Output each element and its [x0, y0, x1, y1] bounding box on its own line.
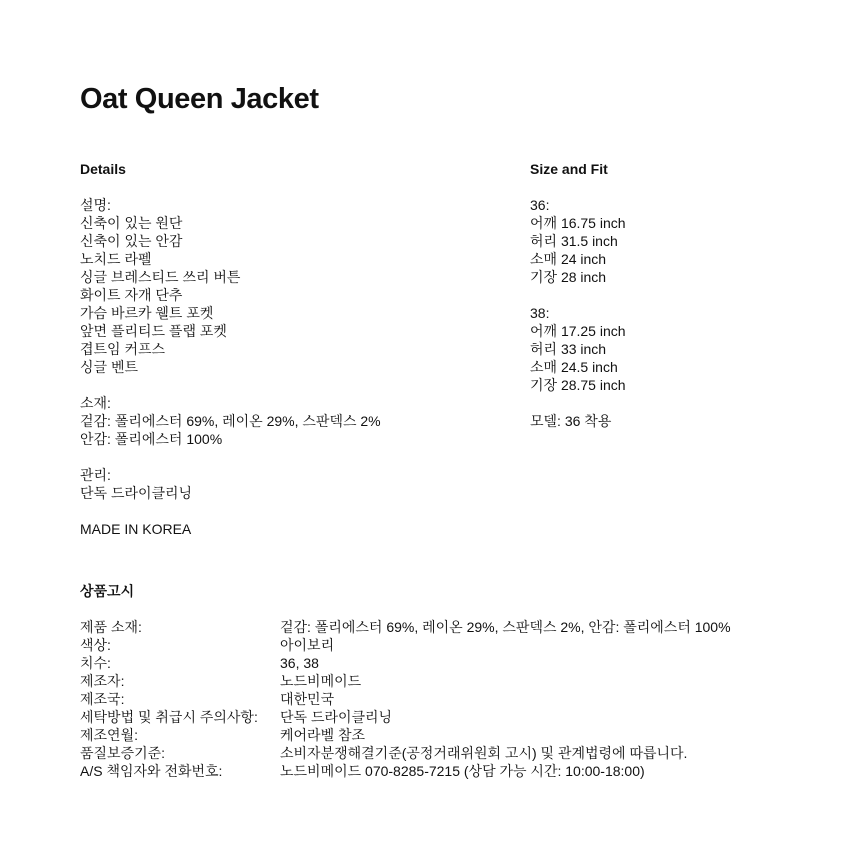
size-measurement: 어깨 16.75 inch	[530, 215, 626, 231]
notice-label: 제품 소재:	[80, 619, 142, 635]
spacer	[80, 448, 520, 466]
description-item: 노치드 라펠	[80, 251, 152, 267]
size-measurement: 소매 24.5 inch	[530, 359, 618, 375]
notice-value: 케어라벨 참조	[280, 727, 366, 743]
product-page	[80, 0, 800, 860]
notice-row-material	[80, 618, 800, 636]
material-item: 안감: 폴리에스터 100%	[80, 431, 223, 447]
notice-label: 제조연월:	[80, 727, 138, 743]
description-item: 싱글 벤트	[80, 359, 138, 375]
notice-value: 노드비메이드 070-8285-7215 (상담 가능 시간: 10:00-18:00)	[280, 763, 645, 779]
size-measurement: 기장 28.75 inch	[530, 377, 626, 393]
material-label: 소재:	[80, 395, 111, 411]
notice-value: 겉감: 폴리에스터 69%, 레이온 29%, 스판덱스 2%, 안감: 폴리에스터 100%	[280, 619, 731, 635]
notice-value: 36, 38	[280, 655, 319, 671]
notice-row-date	[80, 726, 800, 744]
notice-value: 소비자분쟁해결기준(공정거래위원회 고시) 및 관계법령에 따릅니다.	[280, 745, 688, 761]
description-item: 앞면 플리티드 플랩 포켓	[80, 323, 227, 339]
notice-label: 제조국:	[80, 691, 125, 707]
notice-row-warranty	[80, 744, 800, 762]
material-item: 겉감: 폴리에스터 69%, 레이온 29%, 스판덱스 2%	[80, 413, 381, 429]
notice-row-manufacturer	[80, 672, 800, 690]
size-measurement: 기장 28 inch	[530, 269, 607, 285]
notice-label: 제조자:	[80, 673, 125, 689]
notice-label: 치수:	[80, 655, 111, 671]
size-label: 36:	[530, 197, 550, 213]
model-note: 모델: 36 착용	[530, 413, 612, 429]
notice-row-contact	[80, 762, 800, 780]
notice-value: 아이보리	[280, 637, 335, 653]
notice-label: 세탁방법 및 취급시 주의사항:	[80, 709, 258, 725]
notice-row-color	[80, 636, 800, 654]
description-item: 화이트 자개 단추	[80, 287, 183, 303]
care-item: 단독 드라이클리닝	[80, 485, 193, 501]
size-measurement: 허리 33 inch	[530, 341, 607, 357]
notice-value: 노드비메이드	[280, 673, 362, 689]
spacer	[530, 394, 800, 412]
spacer	[80, 376, 520, 394]
care-label: 관리:	[80, 467, 111, 483]
size-fit-heading: Size and Fit	[530, 161, 608, 177]
notice-row-size	[80, 654, 800, 672]
notice-row-care	[80, 708, 800, 726]
description-item: 싱글 브레스티드 쓰리 버튼	[80, 269, 241, 285]
size-measurement: 어깨 17.25 inch	[530, 323, 626, 339]
product-notice-section	[80, 582, 800, 780]
size-measurement: 허리 31.5 inch	[530, 233, 618, 249]
notice-label: 품질보증기준:	[80, 745, 166, 761]
notice-label: 색상:	[80, 637, 111, 653]
notice-label: A/S 책임자와 전화번호:	[80, 763, 223, 779]
description-item: 겹트임 커프스	[80, 341, 166, 357]
notice-heading: 상품고시	[80, 583, 135, 599]
page-title: Oat Queen Jacket	[80, 83, 319, 115]
spacer	[80, 502, 520, 520]
description-item: 신축이 있는 안감	[80, 233, 183, 249]
description-item: 가슴 바르카 웰트 포켓	[80, 305, 214, 321]
notice-value: 단독 드라이클리닝	[280, 709, 393, 725]
notice-value: 대한민국	[280, 691, 335, 707]
details-heading: Details	[80, 161, 126, 177]
size-measurement: 소매 24 inch	[530, 251, 607, 267]
details-section	[80, 160, 520, 538]
size-fit-section	[530, 160, 800, 430]
origin-text: MADE IN KOREA	[80, 521, 192, 537]
description-label: 설명:	[80, 197, 111, 213]
size-label: 38:	[530, 305, 550, 321]
notice-row-country	[80, 690, 800, 708]
spacer	[530, 286, 800, 304]
description-item: 신축이 있는 원단	[80, 215, 183, 231]
